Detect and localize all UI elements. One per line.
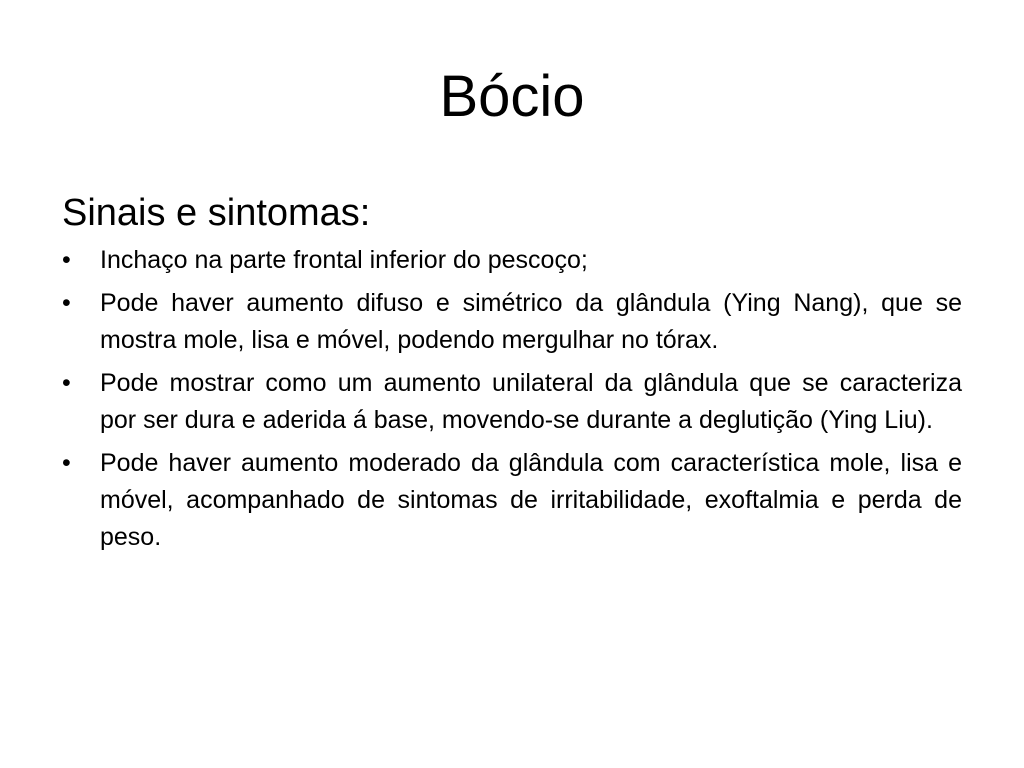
bullet-item-2 xyxy=(62,285,962,359)
bullet-icon: • xyxy=(62,449,71,477)
bullet-text: Pode haver aumento difuso e simétrico da glândula (Ying Nang), que se mostra mole, lisa e móvel, podendo mergulhar no tórax. xyxy=(100,289,962,354)
section-heading: Sinais e sintomas: xyxy=(62,192,371,234)
bullet-text: Inchaço na parte frontal inferior do pescoço; xyxy=(100,246,588,274)
slide-title: Bócio xyxy=(439,64,585,129)
bullet-text: Pode mostrar como um aumento unilateral da glândula que se caracteriza por ser dura e aderida á base, movendo-se durante a deglutição (Ying Liu). xyxy=(100,369,962,434)
bullet-list xyxy=(62,242,962,556)
bullet-text: Pode haver aumento moderado da glândula com característica mole, lisa e móvel, acompanhado de sintomas de irritabilidade, exoftalmia e perda de peso. xyxy=(100,449,962,551)
bullet-icon: • xyxy=(62,246,71,274)
bullet-item-4 xyxy=(62,445,962,556)
bullet-icon: • xyxy=(62,289,71,317)
slide-content xyxy=(62,188,962,562)
bullet-icon: • xyxy=(62,369,71,397)
bullet-item-3 xyxy=(62,365,962,439)
bullet-item-1 xyxy=(62,242,962,279)
